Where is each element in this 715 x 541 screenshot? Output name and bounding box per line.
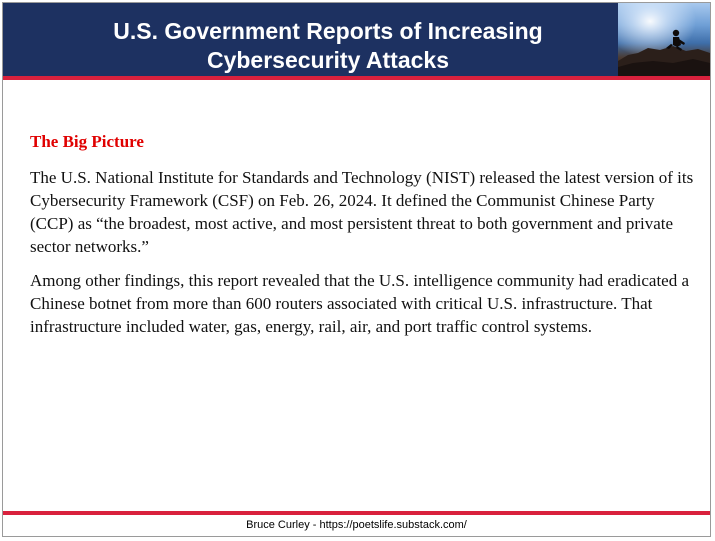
paragraph-1: The U.S. National Institute for Standards and Technology (NIST) released the latest version of its Cybersecurity Framework (CSF) on Feb. 26, 2024. It defined the Communist Chinese Party (CCP) as “the broadest, most active, and most persistent threat to both government and private sector networks.” [30, 168, 694, 256]
footer-credit: Bruce Curley - https://poetslife.substack.com/ [246, 519, 467, 531]
paragraph-2: Among other findings, this report revealed that the U.S. intelligence community had eradicated a Chinese botnet from more than 600 routers associated with critical U.S. infrastructure. That infrastructure included water, gas, energy, rail, air, and port traffic control systems. [30, 271, 690, 336]
header-divider [3, 76, 710, 80]
footer-divider [3, 511, 710, 515]
person-on-rock-image [618, 3, 710, 76]
title-banner [3, 3, 710, 76]
header-photo [618, 3, 710, 76]
section-heading: The Big Picture [30, 132, 144, 151]
slide-title: U.S. Government Reports of Increasing Cybersecurity Attacks [113, 18, 543, 73]
slide [2, 2, 711, 537]
